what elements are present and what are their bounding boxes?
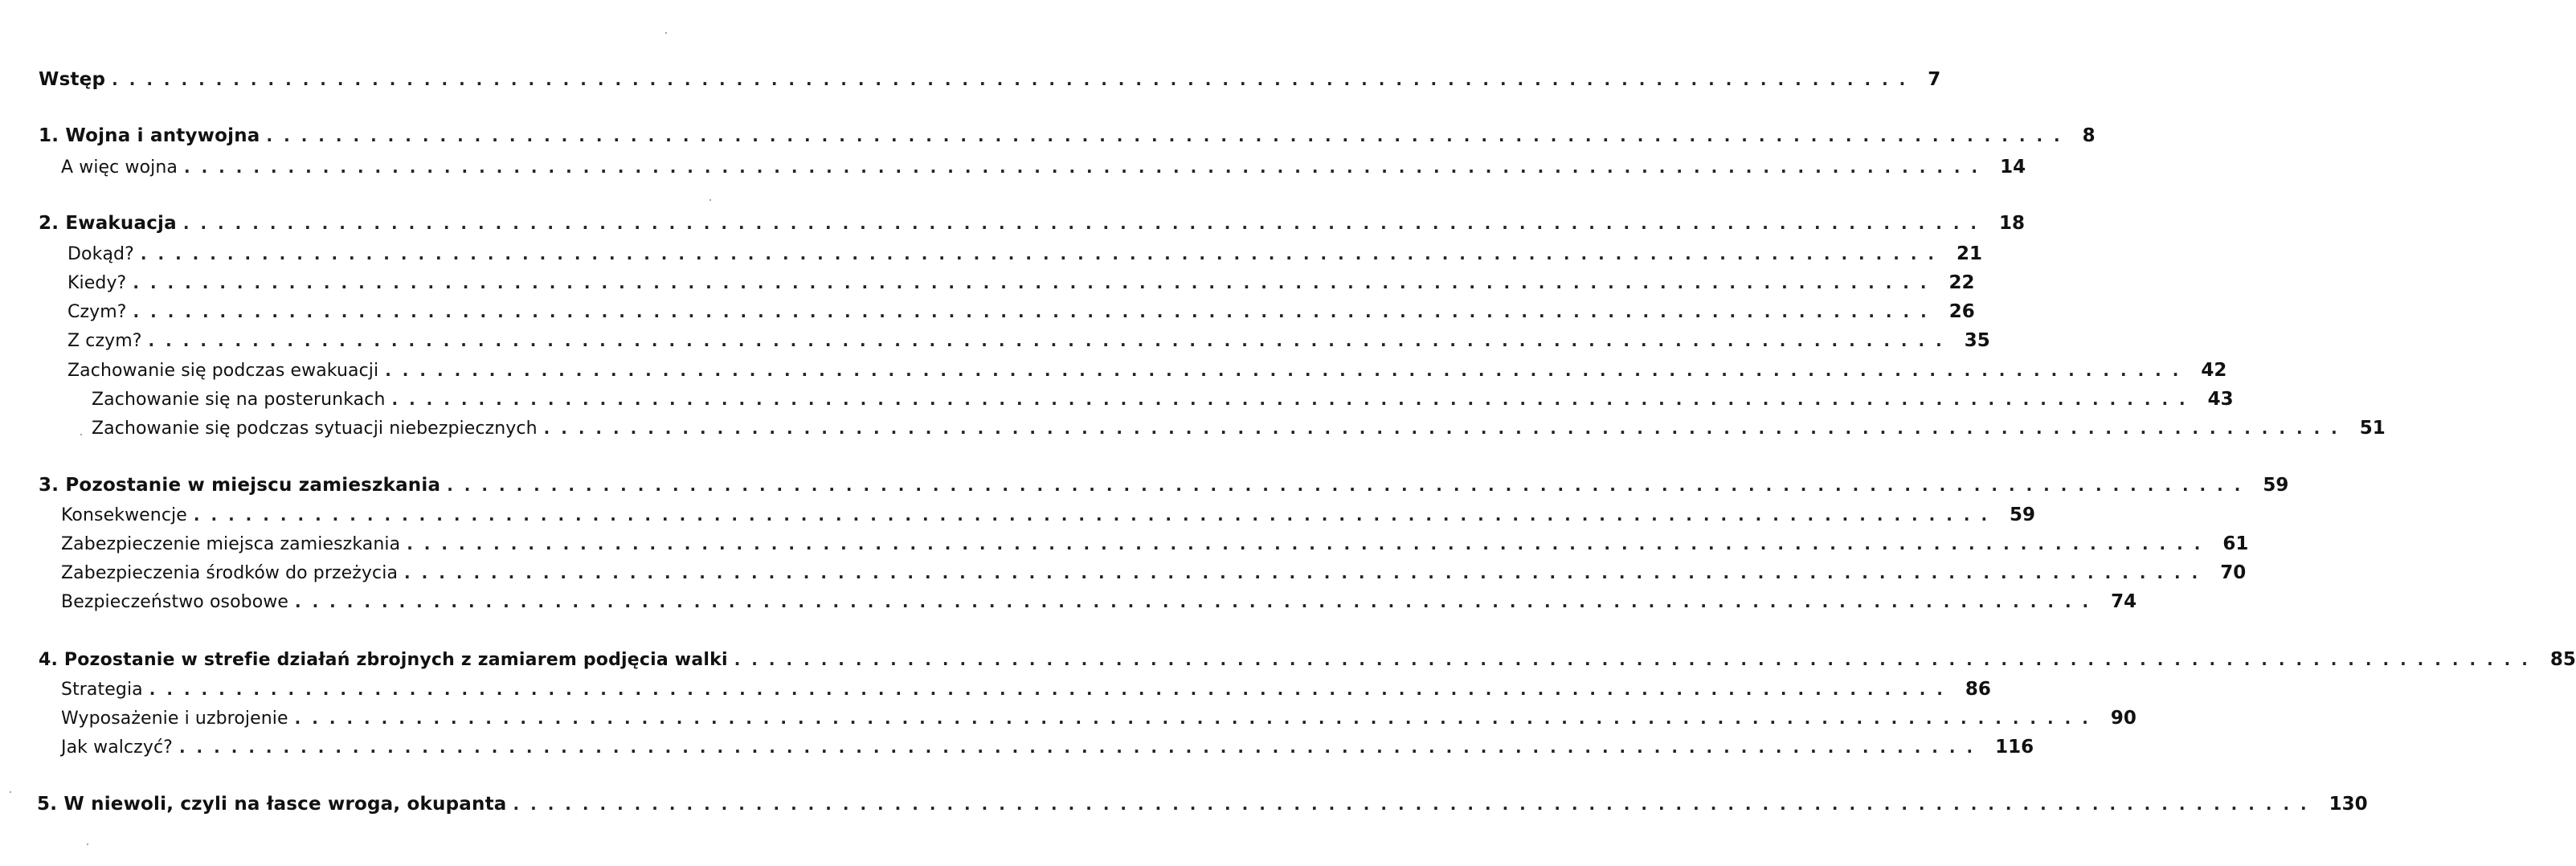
toc-entry-title: Konsekwencje <box>61 505 187 525</box>
toc-entry-page: 14 <box>2000 157 2026 178</box>
dot-leader: ........................................................................................................ <box>407 534 2212 554</box>
toc-entry-title: Wyposażenie i uzbrojenie <box>61 709 288 729</box>
toc-entry <box>67 272 1975 293</box>
dot-leader: ........................................................................................................ <box>294 592 2100 611</box>
toc-entry <box>61 504 2036 525</box>
toc-entry-title: 3. Pozostanie w miejscu zamieszkania <box>39 475 441 496</box>
toc-entry-page: 86 <box>1965 679 1991 700</box>
toc-entry <box>61 562 2247 583</box>
toc-entry-title: Zachowanie się podczas sytuacji niebezpiecznych <box>92 419 538 439</box>
dot-leader: ........................................................................................................ <box>133 273 1938 292</box>
toc-entry-page: 85 <box>2549 649 2576 670</box>
toc-entry-title: Czym? <box>67 302 127 322</box>
toc-entry-title: Jak walczyć? <box>61 737 173 758</box>
dot-leader: ........................................................................................................ <box>112 70 1917 89</box>
toc-entry-page: 70 <box>2220 562 2247 583</box>
toc-entry-title: Strategia <box>61 680 143 700</box>
toc-entry-title: Dokąd? <box>67 244 134 264</box>
toc-entry-page: 42 <box>2201 360 2227 381</box>
dot-leader: ........................................................................................................ <box>294 709 2100 728</box>
toc-entry <box>67 301 1975 322</box>
dot-leader: ........................................................................................................ <box>148 331 1953 350</box>
dot-leader: ........................................................................................................ <box>182 214 1989 233</box>
toc-entry-title: Zachowanie się na posterunkach <box>92 390 386 410</box>
toc-entry <box>92 418 2386 439</box>
dot-leader: ........................................................................................................ <box>734 650 2539 669</box>
toc-entry <box>67 243 1983 264</box>
toc-entry-title: Zabezpieczenia środków do przeżycia <box>61 563 399 583</box>
scan-speck <box>709 199 711 201</box>
dot-leader: ........................................................................................................ <box>193 505 1999 525</box>
dot-leader: ........................................................................................................ <box>404 563 2210 582</box>
dot-leader: ........................................................................................................ <box>385 361 2190 380</box>
scan-speck <box>665 32 667 34</box>
toc-entry <box>61 591 2137 612</box>
toc-entry-title: Zabezpieczenie miejsca zamieszkania <box>61 534 401 554</box>
dot-leader: ........................................................................................................ <box>543 419 2349 438</box>
toc-entry <box>39 69 1941 90</box>
toc-entry-title: Kiedy? <box>67 273 127 293</box>
toc-entry <box>67 360 2227 381</box>
toc-entry-title: 1. Wojna i antywojna <box>39 125 260 146</box>
toc-entry-title: Zachowanie się podczas ewakuacji <box>67 361 379 381</box>
toc-entry <box>39 649 2576 670</box>
toc-entry-title: Wstęp <box>39 69 106 90</box>
dot-leader: ........................................................................................................ <box>266 126 2071 145</box>
dot-leader: ........................................................................................................ <box>178 737 1985 757</box>
toc-entry-page: 130 <box>2329 794 2368 815</box>
toc-entry-page: 90 <box>2110 708 2136 729</box>
toc-entry-page: 22 <box>1948 272 1975 293</box>
toc-entry <box>61 679 1991 700</box>
toc-entry-page: 8 <box>2082 125 2096 146</box>
dot-leader: ........................................................................................................ <box>149 680 1954 699</box>
toc-entry-page: 26 <box>1948 301 1975 322</box>
dot-leader: ........................................................................................................ <box>140 244 1946 263</box>
toc-entry <box>61 157 2026 178</box>
toc-entry-page: 59 <box>2010 504 2036 525</box>
dot-leader: ........................................................................................................ <box>391 390 2197 409</box>
toc-entry <box>39 213 2026 234</box>
toc-entry-page: 61 <box>2222 533 2249 554</box>
toc-entry-title: Z czym? <box>67 331 142 351</box>
toc-entry-page: 21 <box>1957 243 1983 264</box>
toc-entry-page: 43 <box>2207 389 2234 410</box>
toc-entry <box>37 794 2368 815</box>
toc-entry <box>61 708 2136 729</box>
toc-entry-page: 51 <box>2359 418 2386 439</box>
toc-entry <box>67 330 1990 351</box>
toc-entry <box>61 737 2034 758</box>
scan-speck <box>80 434 82 435</box>
toc-entry-page: 74 <box>2111 591 2137 612</box>
toc-entry <box>39 125 2096 146</box>
toc-entry-title: A więc wojna <box>61 157 178 178</box>
toc-entry-page: 116 <box>1995 737 2034 758</box>
toc-entry <box>39 475 2289 496</box>
dot-leader: ........................................................................................................ <box>133 302 1938 321</box>
toc-entry-page: 7 <box>1928 69 1941 90</box>
toc-entry-title: 5. W niewoli, czyli na łasce wroga, okupanta <box>37 794 507 815</box>
scan-speck <box>10 791 11 793</box>
dot-leader: ........................................................................................................ <box>513 795 2318 814</box>
dot-leader: ........................................................................................................ <box>447 476 2252 495</box>
toc-entry <box>61 533 2249 554</box>
toc-entry-title: 2. Ewakuacja <box>39 213 177 234</box>
toc-entry <box>92 389 2234 410</box>
scan-speck <box>87 844 88 845</box>
toc-entry-title: Bezpieczeństwo osobowe <box>61 592 288 612</box>
toc-entry-page: 35 <box>1964 330 1990 351</box>
toc-entry-title: 4. Pozostanie w strefie działań zbrojnych z zamiarem podjęcia walki <box>39 650 728 670</box>
dot-leader: ........................................................................................................ <box>183 157 1989 177</box>
toc-entry-page: 59 <box>2263 475 2289 496</box>
toc-entry-page: 18 <box>1999 213 2026 234</box>
